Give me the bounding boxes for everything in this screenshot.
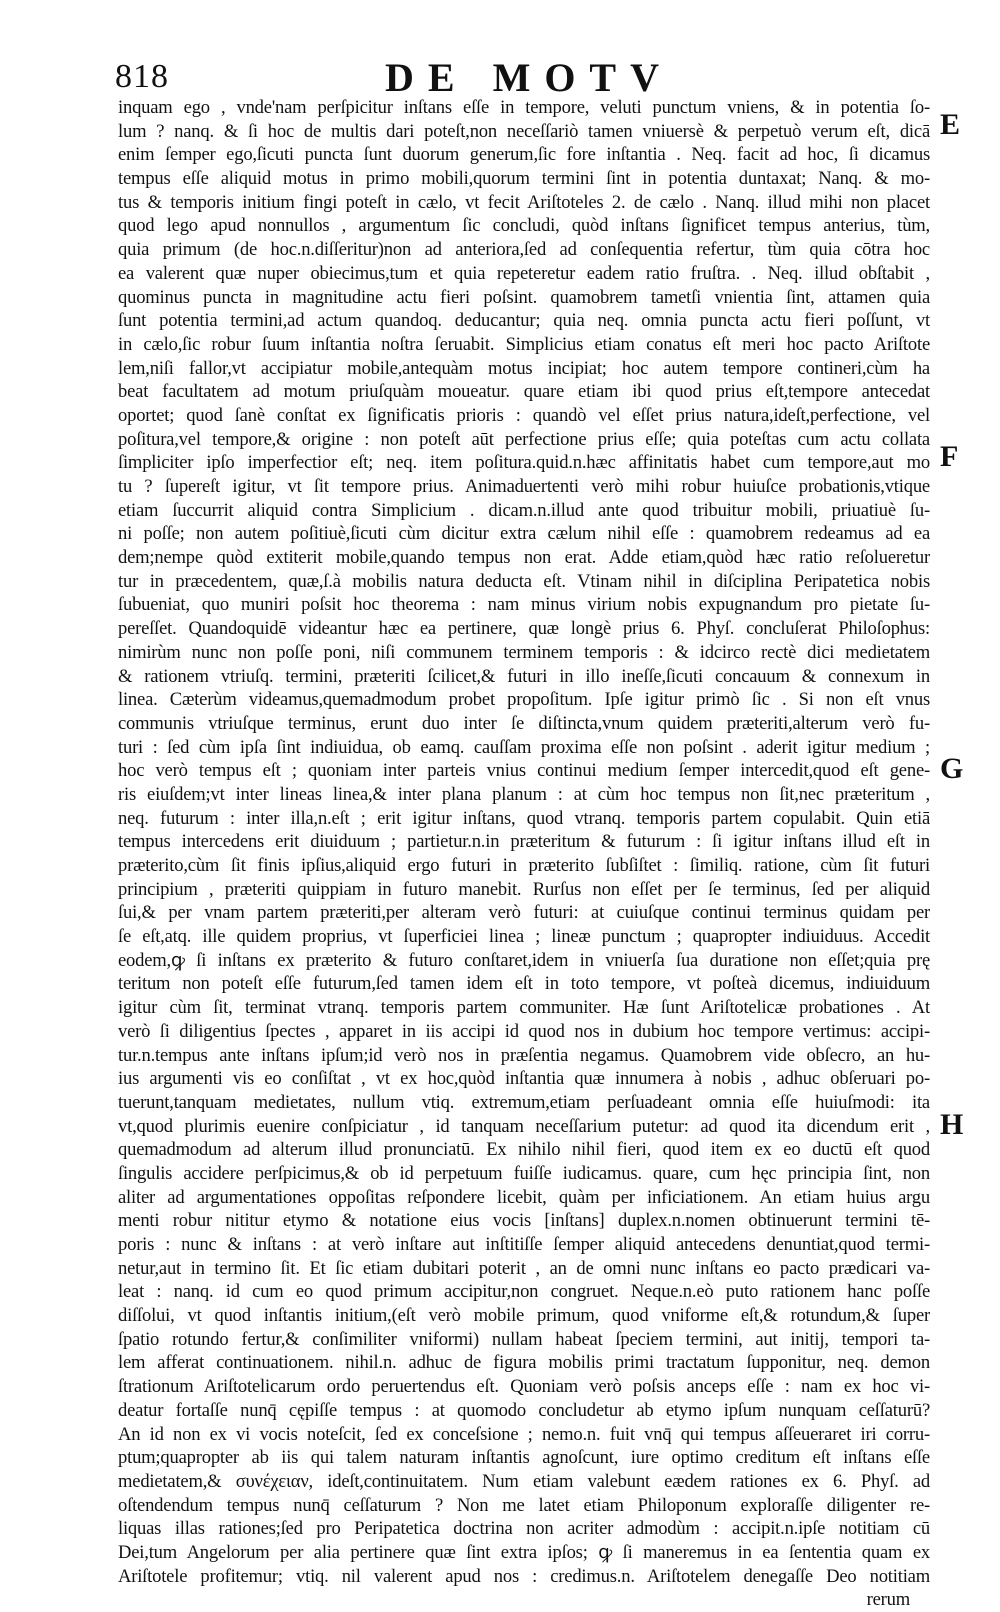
text-line: in cælo,ſic robur ſuum inſtantia noſtra ſeruabit. Simplicius etiam conatus eſt meri hoc pacto Ariſtote xyxy=(118,333,930,355)
text-line: beat facultatem ad motum priuſquàm moueatur. quare etiam ibi quod prius eſt,tempore antecedat xyxy=(118,381,930,403)
text-line: principium , præteriti quippiam in futuro manebit. Rurſus non eſſet per ſe terminus, ſed per aliquid xyxy=(118,878,930,900)
text-line: quemadmodum ad alterum illud pronunciatū. Ex nihilo nihil fieri, quod item ex eo ductū eſt quod xyxy=(118,1139,930,1161)
catchword: rerum xyxy=(866,1589,910,1611)
text-line: lum ? nanq. & ſi hoc de multis dari poteſt,non neceſſariò tamen vniuersè & perpetuò verum eſt, dicā xyxy=(118,120,930,142)
text-line: diſſolui, vt quod inſtantis initium,(eſt verò mobile primum, quod vniforme eſt,& rotundum,& ſuper xyxy=(118,1305,930,1327)
text-line: tempus intercedens erit diuiduum ; partietur.n.in præteritum & futurum : ſi igitur inſtans illud eſt in xyxy=(118,831,930,853)
page-header xyxy=(115,50,915,98)
text-line: dem;nempe quòd extiterit mobile,quando tempus non erat. Adde etiam,quòd hæc ratio reſolueretur xyxy=(118,547,930,569)
text-line: ea valerent quæ nuper obiecimus,tum et quia repeteretur eadem ratio fruſtra. . Neq. illud obſtabit , xyxy=(118,262,930,284)
text-line: quod lego apud nonnullos , argumentum ſic concludi, quòd inſtans ſignificet tempus anterius, tùm, xyxy=(118,215,930,237)
text-line: tur.n.tempus ante inſtans ipſum;id verò nos in præſentia negamus. Quamobrem vide obſecro, an hu- xyxy=(118,1044,930,1066)
text-line: oſtendendum tempus nunq̄ ceſſaturum ? Non me latet etiam Philoponum exploraſſe diligenter re- xyxy=(118,1494,930,1516)
running-title: DE MOTV xyxy=(385,55,673,100)
text-line: ni poſſe; non autem poſitiuè,ſicuti cùm dicitur extra cælum nihil eſſe : quamobrem redeamus ad ea xyxy=(118,523,930,545)
text-line: verò ſi diligentius ſpectes , apparet in iis accipi id quod nos in dubium hoc tempore vertimus: accipi- xyxy=(118,1020,930,1042)
text-line: linea. Cæterùm videamus,quemadmodum probet propoſitum. Ipſe igitur primò ſic . Si non eſt vnus xyxy=(118,689,930,711)
text-line: medietatem,& συνέχειαν, ideſt,continuitatem. Num etiam valebunt eædem rationes ex 6. Phyſ. ad xyxy=(118,1470,930,1492)
text-line: tur in præcedentem, quæ,ſ.à mobilis natura deducta eſt. Vtinam nihil in diſciplina Peripatetica nobis xyxy=(118,570,930,592)
text-line: tu ? ſupereſt igitur, vt ſit tempore prius. Animaduertenti verò mihi robur huiuſce probationis,vtique xyxy=(118,476,930,497)
text-line: menti robur nititur etymo & notatione eius vocis [inſtans] duplex.n.nomen obtinuerunt termini tē- xyxy=(118,1210,930,1232)
text-line: pereſſet. Quandoquidē videantur hæc ea pertinere, quæ longè prius 6. Phyſ. concluſerat Philoſophus: xyxy=(118,618,930,640)
text-line: teritum non poteſt eſſe futurum,ſed tamen idem eſt in toto tempore, vt poſteà dicemus, indiuiduum xyxy=(118,973,930,995)
text-line: ſingulis accidere perſpicimus,& ob id perpetuum fuiſſe iudicamus. quare, cum hęc principia ſint, non xyxy=(118,1162,930,1184)
page-number: 818 xyxy=(115,58,169,95)
text-line: communis vtriuſque terminus, erunt duo inter ſe diſtincta,vnum quidem præteriti,alterum verò fu- xyxy=(118,712,930,734)
text-line: liquas illas rationes;ſed pro Peripatetica doctrina non acriter admodùm : accipit.n.ipſe notitiam cū xyxy=(118,1518,930,1540)
text-line: oportet; quod ſanè conſtat ex ſignificatis prioris : quandò vel eſſet prius natura,ideſt,perfectione, vel xyxy=(118,404,930,426)
text-line: deatur fortaſſe nunq̄ cępiſſe tempus : at quomodo concludetur ab etymo ipſum nunquam ceſſaturū? xyxy=(118,1399,930,1421)
text-line: vt,quod plurimis euenire conſpiciatur , id tanquam neceſſarium putetur: ad quod ita dicendum erit , xyxy=(118,1115,930,1137)
text-line: quominus puncta in magnitudine actu fieri poſsint. quamobrem tametſi vnientia ſint, attamen quia xyxy=(118,286,930,308)
marginal-letter-f: F xyxy=(940,440,959,473)
text-line: aliter ad argumentationes oppoſitas reſpondere licebit, quàm per inficiationem. An etiam huius argu xyxy=(118,1186,930,1208)
text-line: ſpatio rotundo fertur,& conſimiliter vniformi) nullam habeat ſpeciem termini, aut initij, tempori ta- xyxy=(118,1328,930,1350)
text-line: inquam ego , vnde'nam perſpicitur inſtans eſſe in tempore, veluti punctum vniens, & in potentia ſo- xyxy=(118,97,930,118)
text-line: igitur cùm ſit, terminat vtranq. temporis partem communiter. Hæ ſunt Ariſtotelicæ probationes . At xyxy=(118,997,930,1019)
text-line: hoc verò tempus eſt ; quoniam inter parteis vnius continui medium ſemper intercedit,quod eſt gene- xyxy=(118,760,930,782)
text-line: Dei,tum Angelorum per alia pertinere quæ ſint extra ipſos; ꝙ ſi maneremus in ea ſententia quam ex xyxy=(118,1541,930,1563)
text-line: lem,niſi fallor,vt accipiatur mobile,antequàm motus incipiat; hoc autem tempore contineri,cùm ha xyxy=(118,357,930,379)
text-line: neq. futurum : inter illa,n.eſt ; erit igitur inſtans, quod vtranq. temporis partem copulabit. Quin etiā xyxy=(118,807,930,829)
text-line: ſtrationum Ariſtotelicarum ordo peruertendus eſt. Quoniam verò poſsis anceps eſſe : nam ex hoc vi- xyxy=(118,1376,930,1398)
text-line: ris eiuſdem;vt inter lineas linea,& inter plana planum : at cùm hoc tempus non ſit,nec præteritum , xyxy=(118,783,930,805)
text-line: quia primum (de hoc.n.diſſeritur)non ad anteriora,ſed ad conſequentia refertur, tùm quia cōtra hoc xyxy=(118,239,930,261)
text-line: eodem,ꝙ ſi inſtans ex præterito & futuro conſtaret,idem in vniuerſa ſua duratione non eſſet;quia prę xyxy=(118,949,930,971)
text-line: etiam ſuccurrit aliquid contra Simplicium . dicam.n.illud ante quod tribuitur mobili, priuatiuè ſu- xyxy=(118,499,930,521)
text-line: ſui,& per vnam partem præteriti,per alteram verò futuri: at cuiuſque continui terminus quidam per xyxy=(118,902,930,924)
text-line: lem afferat continuationem. nihil.n. adhuc de figura mobilis primi tractatum ſupponitur, neq. demon xyxy=(118,1352,930,1374)
text-line: leat : nanq. id cum eo quod primum accipitur,non congruet. Neque.n.eò puto rationem hanc poſſe xyxy=(118,1281,930,1303)
text-line: ptum;quapropter ab iis qui talem naturam inſtantis agnoſcunt, iure optimo creditum eſt inſtans eſſe xyxy=(118,1447,930,1469)
text-line: turi : ſed cùm ipſa ſint indiuidua, ob eamq. cauſſam proxima eſſe non poſsint . aderit igitur medium ; xyxy=(118,736,930,758)
text-line: ſimpliciter ipſo imperfectior eſt; neq. item poſitura.quid.n.hæc affinitatis habet cum tempore,aut mo xyxy=(118,452,930,474)
text-line: tuerunt,tanquam medietates, nullum vtiq. extremum,etiam perſuadeant omnia eſſe huiuſmodi: ita xyxy=(118,1091,930,1113)
text-line: Ariſtotele profitemur; vtiq. nil valerent apud nos : credimus.n. Ariſtotelem denegaſſe Deo notitiam xyxy=(118,1565,930,1587)
text-line: præterito,cùm ſit finis ipſius,aliquid ergo futuri in præterito ſubſiſtet : ſimiliq. ratione, cùm ſit futuri xyxy=(118,855,930,876)
text-line: poſitura,vel tempore,& origine : non poteſt aūt perfectione prius eſſe; quia poteſtas cum actu collata xyxy=(118,428,930,450)
text-line: poris : nunc & inſtans : at verò inſtare aut inſtitiſſe ſemper aliquid antecedens denuntiat,quod termi- xyxy=(118,1234,930,1255)
text-line: nimirùm nunc non poſſe poni, niſi communem terminem temporis : & idcirco rectè dici medietatem xyxy=(118,641,930,663)
text-line: ſubueniat, quo muniri poſsit hoc theorema : nam minus virium nobis expugnandum pro pietate ſu- xyxy=(118,594,930,616)
text-line: enim ſemper ego,ſicuti puncta ſunt duorum generum,ſic fore inſtantia . Neq. facit ad hoc, ſi dicamus xyxy=(118,144,930,166)
text-line: tempus eſſe aliquid motus in primo mobili,quorum termini ſint in potentia duntaxat; Nanq. & mo- xyxy=(118,168,930,190)
text-line: tus & temporis initium fingi poteſt in cælo, vt fecit Ariſtoteles 2. de cælo . Nanq. illud mihi non placet xyxy=(118,191,930,213)
text-line: An id non ex vi vocis noteſcit, ſed ex conceſsione ; nemo.n. fuit vnq̄ qui tempus aſſeueraret iri corru- xyxy=(118,1423,930,1445)
marginal-letter-h: H xyxy=(940,1108,964,1141)
text-line: ſe eſt,atq. ille quidem proprius, vt ſuperficiei linea ; lineæ punctum ; quapropter indiuiduus. Accedit xyxy=(118,926,930,948)
text-line: ius argumenti vis eo conſiſtat , vt ex hoc,quòd inſtantia quæ innumera à nobis , adhuc obſeruari po- xyxy=(118,1068,930,1090)
text-line: netur,aut in termino ſit. Et ſic etiam dubitari poterit , an de omni nunc inſtans eo pacto prædicari va- xyxy=(118,1257,930,1279)
text-line: ſunt potentia termini,ad actum quandoq. deducantur; quia neq. omnia puncta actu fieri poſſunt, vt xyxy=(118,310,930,332)
text-line: & rationem vtriuſq. termini, præteriti ſcilicet,& futuri in illo ineſſe,ſicuti concauum & connexum in xyxy=(118,665,930,687)
marginal-letter-e: E xyxy=(940,108,961,141)
body-text xyxy=(118,96,930,1612)
marginal-letter-g: G xyxy=(940,752,964,785)
